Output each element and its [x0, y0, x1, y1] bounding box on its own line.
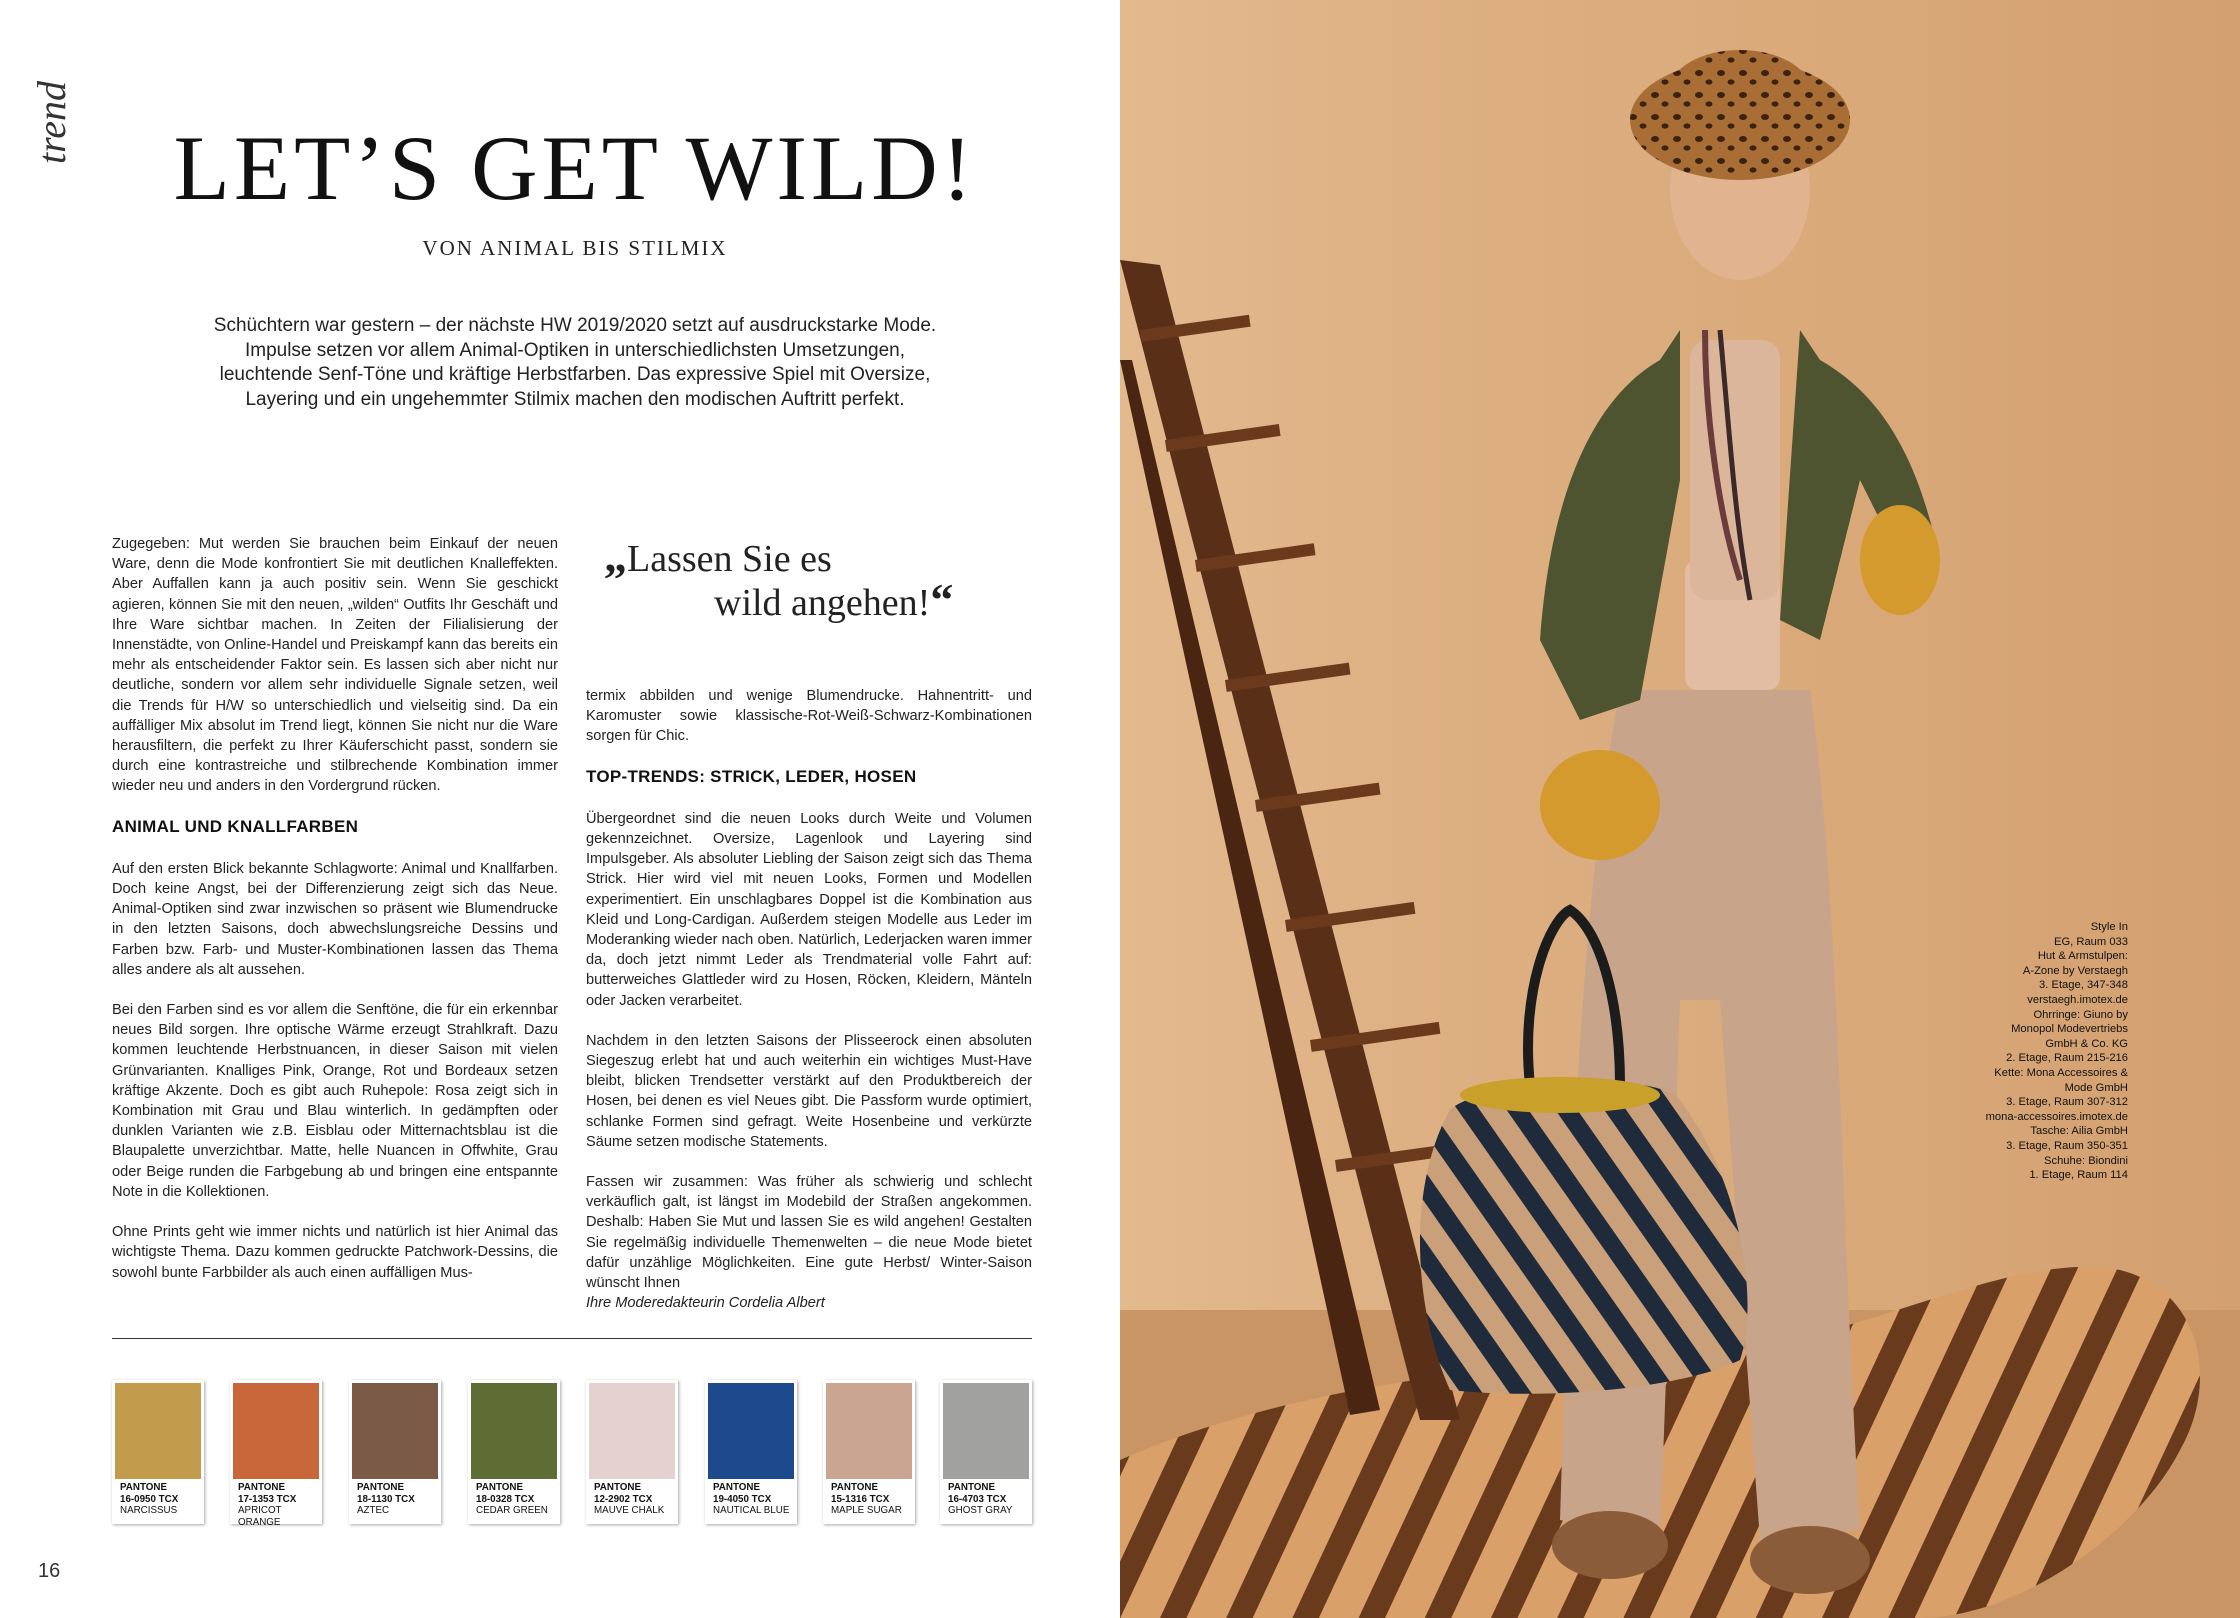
pull-quote: „Lassen Sie es wild angehen!“	[604, 530, 954, 625]
swatch-color-chip	[115, 1383, 201, 1479]
swatch-color-chip	[352, 1383, 438, 1479]
body-paragraph: Auf den ersten Blick bekannte Schlagworte: Animal und Knallfarben. Doch keine Angst, bei der Differenzierung zeigt sich das Neue. Animal-Optiken sind zwar inzwischen so präsent wie Blumendrucke in den letzten Saisons, doch abwechslungsreiche Dessins und Farben bzw. Farb- und Muster-Kombinationen lassen das Thema alles andere als alt aussehen.	[112, 860, 558, 978]
swatch-color-chip	[826, 1383, 912, 1479]
pantone-swatch: PANTONE 18-0328 TCX CEDAR GREEN	[468, 1380, 560, 1524]
article-title: LET’S GET WILD!	[173, 117, 977, 219]
pantone-swatch: PANTONE 12-2902 TCX MAUVE CHALK	[586, 1380, 678, 1524]
body-paragraph: termix abbilden und wenige Blumendrucke. Hahnentritt- und Karomuster sowie klassische-Rot-Weiß-Schwarz-Kombinationen sorgen für Chic.	[586, 688, 1032, 745]
section-label: trend	[29, 81, 74, 164]
pull-quote-line-1: Lassen Sie es	[627, 538, 832, 580]
body-paragraph: Nachdem in den letzten Saisons der Plisseerock einen absoluten Siegeszug erlebt hat und auch weiterhin ein wichtiges Must-Have bleibt, blicken Trendsetter verstärkt auf den Produktbereich der Hosen, bei denen es viel Neues gibt. Die Passform wurde optimiert, schlanke Formen sind gefragt. Weite Hosenbeine und verkürzte Säume setzen modische Statements.	[586, 1032, 1032, 1150]
pantone-swatch: PANTONE 17-1353 TCX APRICOT ORANGE	[230, 1380, 322, 1524]
divider-line	[112, 1338, 1032, 1339]
body-paragraph: Übergeordnet sind die neuen Looks durch Weite und Volumen gekennzeichnet. Oversize, Lagenlook und Layering sind Impulsgeber. Als absoluter Liebling der Saison zeigt sich das Thema Strick. Hier wird viel mit neuen Looks, Formen und Modellen experimentiert. Ein unschlagbares Doppel ist die Kombination aus Kleid und Long-Cardigan. Außerdem steigen Modelle aus Leder im Moderanking wieder nach oben. Natürlich, Lederjacken waren immer da, doch jetzt nimmt Leder als Trendmaterial volle Fahrt auf: butterweiches Glattleder wird zu Hosen, Röcken, Kleidern, Mänteln oder Jacken verarbeitet.	[586, 810, 1032, 1009]
swatch-color-chip	[233, 1383, 319, 1479]
pantone-swatch: PANTONE 18-1130 TCX AZTEC	[349, 1380, 441, 1524]
swatch-color-chip	[471, 1383, 557, 1479]
product-credits: Style In EG, Raum 033 Hut & Armstulpen: A-Zone by Verstaegh 3. Etage, 347-348 verstaegh.imotex.de Ohrringe: Giuno by Monopol Modevertriebs GmbH & Co. KG 2. Etage, Raum 215-216 Kette: Mona Accessoires & Mode GmbH 3. Etage, Raum 307-312 mona-accessoires.imotex.de Tasche: Ailia GmbH 3. Etage, Raum 350-351 Schuhe: Biondini 1. Etage, Raum 114	[1985, 921, 2128, 1182]
text-column-2	[586, 530, 1032, 1333]
body-paragraph: Bei den Farben sind es vor allem die Senftöne, die für ein erkennbar neues Bild sorgen. Ihre optische Wärme erzeugt Strahlkraft. Dazu kommen leuchtende Herbstnuancen, in dieser Saison mit vielen Grünvarianten. Knalliges Pink, Orange, Rot und Bordeaux setzen kräftige Akzente. Doch es gibt auch Ruhepole: Rosa zeigt sich in Kombination mit Grau und Blau winterlich. In gedämpften oder dunklen Varianten wie z.B. Eisblau oder Mitternachtsblau ist die Blaupalette unverzichtbar. Matte, helle Nuancen in Offwhite, Grau oder Beige runden die Farbgebung ab und bringen eine entspannte Note in die Kollektionen.	[112, 1002, 558, 1200]
swatch-color-chip	[943, 1383, 1029, 1479]
body-paragraph: Fassen wir zusammen: Was früher als schwierig und schlecht verkäuflich galt, ist längst im Modebild der Straßen angekommen. Deshalb: Haben Sie Mut und lassen Sie es wild angehen! Gestalten Sie regelmäßig individuelle Themenwelten – die neue Mode bietet dafür unzählige Möglichkeiten. Eine gute Herbst/ Winter-Saison wünscht Ihnen	[586, 1174, 1032, 1292]
author-signature: Ihre Moderedakteurin Cordelia Albert	[586, 1295, 825, 1312]
article-subtitle: VON ANIMAL BIS STILMIX	[422, 236, 728, 260]
pull-quote-line-2: wild angehen!	[714, 582, 931, 624]
pantone-swatch: PANTONE 16-4703 TCX GHOST GRAY	[940, 1380, 1032, 1524]
swatch-color-chip	[589, 1383, 675, 1479]
fashion-photo-illustration	[1120, 0, 2240, 1618]
section-heading: TOP-TRENDS: STRICK, LEDER, HOSEN	[586, 766, 917, 786]
body-paragraph: Zugegeben: Mut werden Sie brauchen beim Einkauf der neuen Ware, denn die Mode konfrontiert Sie mit deutlichen Knalleffekten. Aber Auffallen kann ja auch positiv sein. Wenn Sie geschickt agieren, können Sie mit den neuen, „wilden“ Outfits Ihr Geschäft und Ihre Ware sichtbar machen. In Zeiten der Filialisierung der Innenstädte, von Online-Handel und Preiskampf kann das bereits ein mehr als entscheidender Faktor sein. Es lassen sich aber nicht nur deutliche, sondern vor allem sehr individuelle Signale setzen, weil die Trends für H/W so unterschiedlich und vielseitig sind. Da ein auffälliger Mix absolut im Trend liegt, können Sie nicht nur die Ware herausfiltern, die perfekt zu Ihrer Käuferschicht passt, sondern sie durch eine kontrastreiche und stilbrechende Kombination immer wieder neu und anders in den Vordergrund rücken.	[112, 536, 558, 795]
intro-paragraph: Schüchtern war gestern – der nächste HW 2019/2020 setzt auf ausdruckstarke Mode. Impulse setzen vor allem Animal-Optiken in unterschiedlichsten Umsetzungen, leuchtende Senf-Töne und kräftige Herbstfarben. Das expressive Spiel mit Oversize, Layering und ein ungehemmter Stilmix machen den modischen Auftritt perfekt.	[213, 315, 937, 410]
text-column-1	[112, 534, 558, 1303]
pantone-swatch: PANTONE 16-0950 TCX NARCISSUS	[112, 1380, 204, 1524]
section-heading: ANIMAL UND KNALLFARBEN	[112, 816, 359, 836]
wooden-ladder	[1120, 260, 1465, 1420]
page-number: 16	[38, 1560, 61, 1582]
swatch-color-chip	[708, 1383, 794, 1479]
pantone-swatch-row	[112, 1380, 1032, 1528]
body-paragraph: Ohne Prints geht wie immer nichts und natürlich ist hier Animal das wichtigste Thema. Dazu kommen gedruckte Patchwork-Dessins, die sowohl bunte Farbbilder als auch einen auffälligen Mus-	[112, 1224, 558, 1281]
fashion-photo	[1120, 0, 2240, 1618]
pantone-swatch: PANTONE 15-1316 TCX MAPLE SUGAR	[823, 1380, 915, 1524]
pantone-swatch: PANTONE 19-4050 TCX NAUTICAL BLUE	[705, 1380, 797, 1524]
